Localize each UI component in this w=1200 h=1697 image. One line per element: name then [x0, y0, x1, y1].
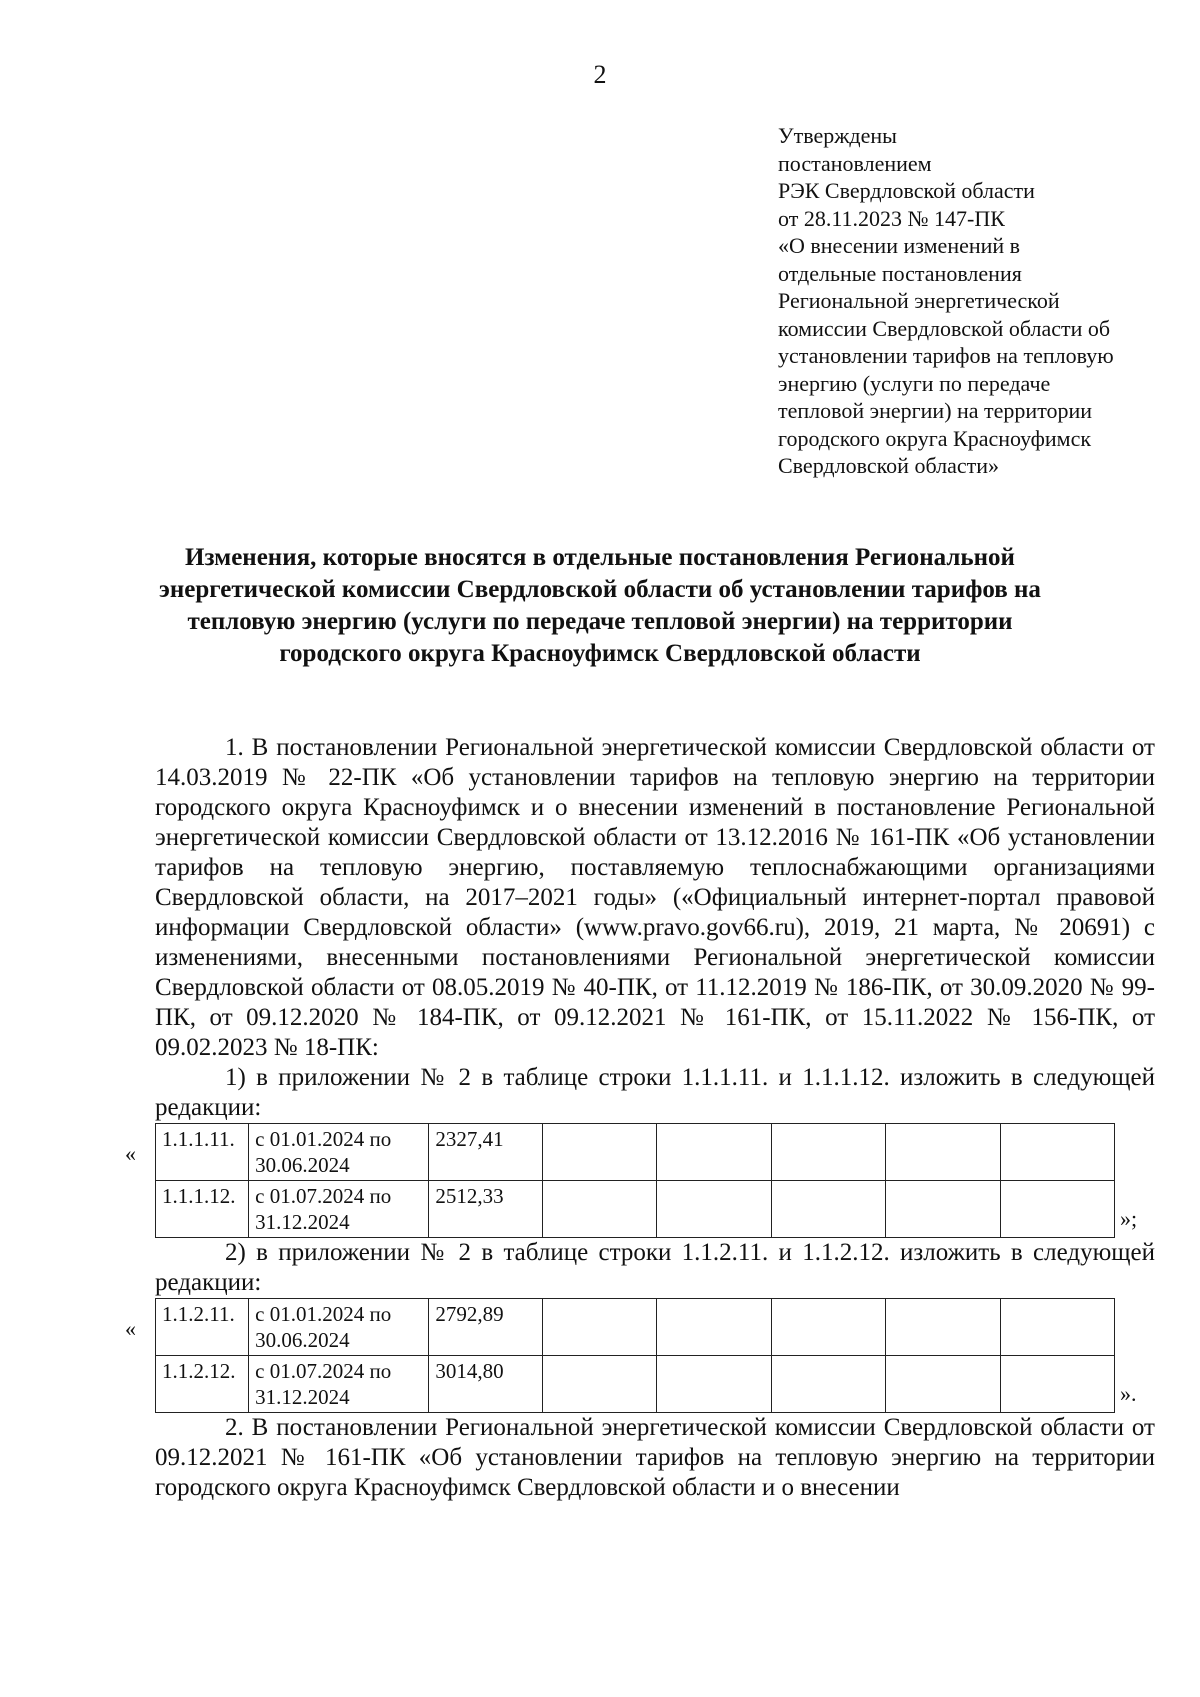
row-period: с 01.01.2024 по 30.06.2024	[249, 1124, 429, 1181]
empty-cell	[657, 1124, 771, 1181]
row-period: с 01.07.2024 по 31.12.2024	[249, 1181, 429, 1238]
empty-cell	[886, 1124, 1000, 1181]
approval-line: РЭК Свердловской области	[778, 178, 1035, 203]
approval-line: Утверждены	[778, 123, 897, 148]
empty-cell	[771, 1299, 885, 1356]
item-2: 2) в приложении № 2 в таблице строки 1.1.2.11. и 1.1.2.12. изложить в следующей редакции:	[155, 1239, 1155, 1296]
empty-cell	[1000, 1299, 1115, 1356]
empty-cell	[657, 1299, 771, 1356]
approval-line: постановлением	[778, 150, 932, 176]
approval-line: городского округа Красноуфимск	[778, 425, 1092, 451]
row-code: 1.1.1.12.	[156, 1181, 249, 1238]
table-1-wrapper	[125, 1123, 1155, 1238]
row-period: с 01.01.2024 по 30.06.2024	[249, 1299, 429, 1356]
paragraph-2: 2. В постановлении Региональной энергетической комиссии Свердловской области от 09.12.2021 № 161-ПК «Об установлении тарифов на тепловую энергию на территории городского округа Красноуфимск Свердловской области и о внесении	[155, 1414, 1155, 1501]
paragraph-1: 1. В постановлении Региональной энергетической комиссии Свердловской области от 14.03.2019 № 22-ПК «Об установлении тарифов на тепловую энергию на территории городского округа Красноуфимск и о внесении изменений в постановление Региональной энергетической комиссии Свердловской области от 13.12.2016 № 161-ПК «Об установлении тарифов на тепловую энергию, поставляемую теплоснабжающими организациями Свердловской области, на 2017–2021 годы» («Официальный интернет-портал правовой информации Свердловской области» (www.pravo.gov66.ru), 2019, 21 марта, № 20691) с изменениями, внесенными постановлениями Региональной энергетической комиссии Свердловской области от 08.05.2019 № 40-ПК, от 11.12.2019 № 186-ПК, от 30.09.2020 № 99-ПК, от 09.12.2020 № 184-ПК, от 09.12.2021 № 161-ПК, от 15.11.2022 № 156-ПК, от 09.02.2023 № 18-ПК:	[155, 734, 1155, 1061]
table-row	[156, 1181, 1115, 1238]
empty-cell	[657, 1181, 771, 1238]
page-number: 2	[593, 60, 607, 89]
approval-line: отдельные постановления	[778, 260, 1022, 286]
approval-line: тепловой энергии) на территории	[778, 398, 1093, 423]
close-quote: ».	[1120, 1381, 1137, 1406]
empty-cell	[886, 1356, 1000, 1413]
approval-line: установлении тарифов на тепловую	[778, 343, 1114, 368]
empty-cell	[542, 1356, 656, 1413]
document-title: Изменения, которые вносятся в отдельные постановления Региональной энергетической комиссии Свердловской области об установлении тарифов на тепловую энергию (услуги по передаче тепловой энергии) на территории городского округа Красноуфимск Свердловской области	[159, 544, 1041, 667]
row-code: 1.1.2.11.	[156, 1299, 249, 1356]
approval-line: Региональной энергетической	[778, 288, 1060, 313]
tariff-table-2	[155, 1298, 1115, 1413]
empty-cell	[1000, 1356, 1115, 1413]
row-value: 2512,33	[429, 1181, 542, 1238]
approval-stamp	[778, 122, 1178, 480]
open-quote: «	[125, 1141, 136, 1166]
table-row	[156, 1356, 1115, 1413]
row-value: 2327,41	[429, 1124, 542, 1181]
empty-cell	[771, 1124, 885, 1181]
empty-cell	[1000, 1181, 1115, 1238]
table-row	[156, 1299, 1115, 1356]
tariff-table-1	[155, 1123, 1115, 1238]
empty-cell	[771, 1181, 885, 1238]
empty-cell	[657, 1356, 771, 1413]
empty-cell	[542, 1299, 656, 1356]
empty-cell	[542, 1181, 656, 1238]
row-value: 2792,89	[429, 1299, 542, 1356]
row-value: 3014,80	[429, 1356, 542, 1413]
table-row	[156, 1124, 1115, 1181]
empty-cell	[1000, 1124, 1115, 1181]
empty-cell	[886, 1181, 1000, 1238]
row-code: 1.1.2.12.	[156, 1356, 249, 1413]
close-quote: »;	[1120, 1206, 1138, 1231]
item-1: 1) в приложении № 2 в таблице строки 1.1.1.11. и 1.1.1.12. изложить в следующей редакции:	[155, 1064, 1155, 1121]
empty-cell	[771, 1356, 885, 1413]
approval-line: энергию (услуги по передаче	[778, 370, 1051, 396]
row-code: 1.1.1.11.	[156, 1124, 249, 1181]
open-quote: «	[125, 1316, 136, 1341]
empty-cell	[542, 1124, 656, 1181]
document-body	[125, 733, 1155, 1503]
empty-cell	[886, 1299, 1000, 1356]
table-2-wrapper	[125, 1298, 1155, 1413]
row-period: с 01.07.2024 по 31.12.2024	[249, 1356, 429, 1413]
approval-line: от 28.11.2023 № 147-ПК	[778, 205, 1005, 231]
approval-line: комиссии Свердловской области об	[778, 315, 1111, 341]
approval-line: Свердловской области»	[778, 453, 999, 478]
approval-line: «О внесении изменений в	[778, 233, 1021, 258]
